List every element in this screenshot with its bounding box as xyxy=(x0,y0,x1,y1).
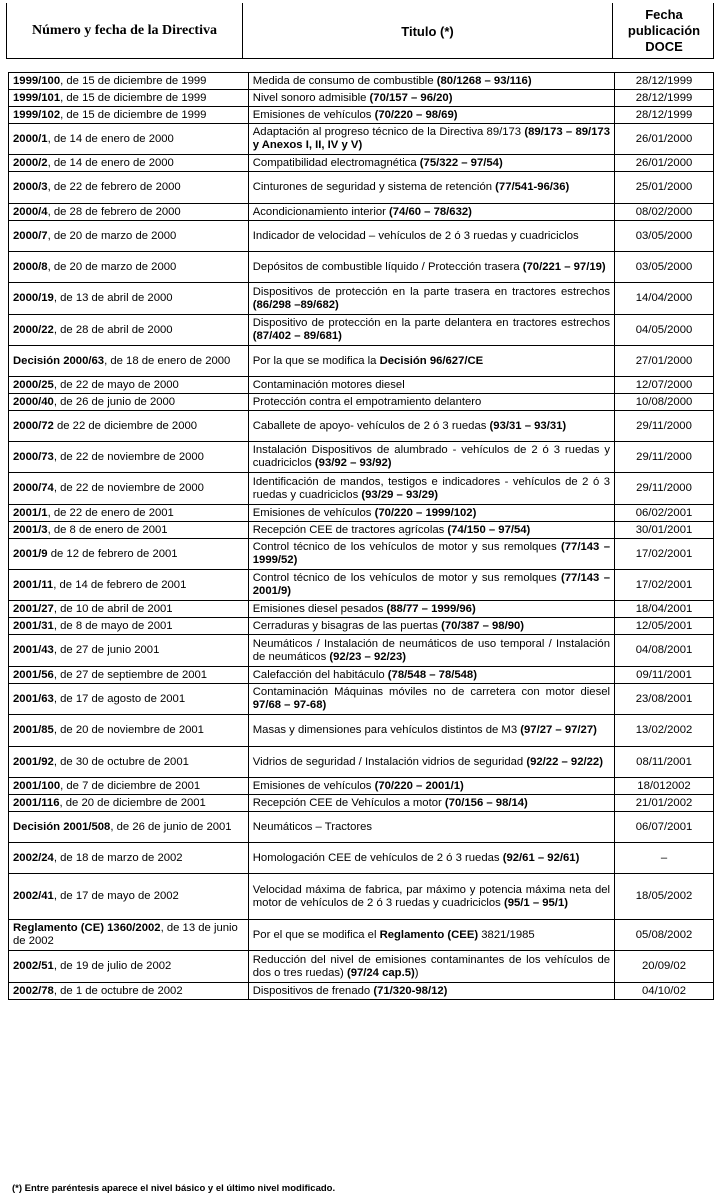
directive-number: 2002/51 xyxy=(13,960,54,972)
title-levels: (75/322 – 97/54) xyxy=(419,156,503,169)
header-directive-number: Número y fecha de la Directiva xyxy=(7,3,243,59)
directive-number-cell xyxy=(9,795,249,812)
title-text: Protección contra el empotramiento delantero xyxy=(252,395,482,408)
directive-number: 2000/19 xyxy=(13,292,54,304)
directive-number-cell xyxy=(9,107,249,124)
directive-date: , de 19 de julio de 2002 xyxy=(53,960,172,972)
title-levels: (70/156 – 98/14) xyxy=(444,796,528,809)
directive-number: 2000/40 xyxy=(13,395,54,408)
directive-number-cell xyxy=(9,843,249,874)
title-levels: (80/1268 – 93/116) xyxy=(436,74,532,87)
title-cell xyxy=(248,874,614,920)
header-publication-date: Fecha publicación DOCE xyxy=(627,7,701,54)
title-cell xyxy=(248,172,614,204)
directive-number-cell xyxy=(9,667,249,684)
title-cell xyxy=(248,221,614,252)
directive-number-cell xyxy=(9,442,249,473)
title-cell xyxy=(248,618,614,635)
publication-date: 03/05/2000 xyxy=(615,221,714,252)
directive-date: , de 20 de marzo de 2000 xyxy=(47,260,177,273)
title-text: Adaptación al progreso técnico de la Directiva 89/173 xyxy=(252,126,525,138)
directive-number-cell xyxy=(9,283,249,315)
title-levels: 97/68 – 97-68) xyxy=(252,699,327,711)
title-cell xyxy=(248,442,614,473)
title-cell xyxy=(248,570,614,601)
title-cell xyxy=(248,601,614,618)
directive-number: 2000/73 xyxy=(13,450,54,463)
table-row xyxy=(9,795,714,812)
title-text: Dispositivos de protección en la parte trasera en tractores estrechos xyxy=(252,285,611,298)
title-text: Dispositivo de protección en la parte delantera en tractores estrechos xyxy=(252,317,611,329)
directive-number: 2001/31 xyxy=(13,619,54,632)
title-cell xyxy=(248,411,614,442)
table-row xyxy=(9,874,714,920)
title-text: Cinturones de seguridad y sistema de retención xyxy=(252,181,496,193)
table-row xyxy=(9,90,714,107)
publication-date: 06/02/2001 xyxy=(615,505,714,522)
title-cell xyxy=(248,283,614,315)
title-text: Masas y dimensiones para vehículos distintos de M3 xyxy=(252,724,521,736)
directive-number: 2001/27 xyxy=(13,602,54,615)
title-cell xyxy=(248,684,614,715)
directive-date: , de 18 de enero de 2000 xyxy=(104,354,231,367)
title-levels: Reglamento (CEE) xyxy=(379,928,479,941)
publication-date: 26/01/2000 xyxy=(615,155,714,172)
directive-number-cell xyxy=(9,155,249,172)
publication-date: 29/11/2000 xyxy=(615,411,714,442)
directive-date: , de 22 de noviembre de 2000 xyxy=(53,482,204,494)
title-text: Control técnico de los vehículos de motor y sus remolques xyxy=(252,572,562,584)
publication-date: 04/08/2001 xyxy=(615,635,714,667)
directive-number-cell xyxy=(9,920,249,951)
title-cell xyxy=(248,715,614,747)
publication-date: 29/11/2000 xyxy=(615,473,714,505)
title-levels: (70/220 – 2001/1) xyxy=(374,779,464,792)
title-levels: (71/320-98/12) xyxy=(373,984,448,997)
title-text: Caballete de apoyo- vehículos de 2 ó 3 ruedas xyxy=(252,419,490,432)
directive-date: , de 7 de diciembre de 2001 xyxy=(60,779,201,792)
directive-number: 1999/101 xyxy=(13,91,61,104)
directive-number-cell xyxy=(9,874,249,920)
publication-date: 08/11/2001 xyxy=(615,747,714,778)
title-cell xyxy=(248,951,614,983)
title-levels: (78/548 – 78/548) xyxy=(387,668,477,681)
title-text: Indicador de velocidad – vehículos de 2 ó 3 ruedas y cuadriciclos xyxy=(252,229,579,242)
title-levels: (92/61 – 92/61) xyxy=(502,851,580,864)
table-row xyxy=(9,983,714,1000)
directive-number-cell xyxy=(9,684,249,715)
title-text: Contaminación motores diesel xyxy=(252,378,405,391)
title-levels: (92/22 – 92/22) xyxy=(526,755,603,768)
directive-date: , de 22 de mayo de 2000 xyxy=(53,378,179,391)
title-text: Recepción CEE de Vehículos a motor xyxy=(252,796,445,809)
title-levels: (89/173 – 89/173 y Anexos I, II, IV y V) xyxy=(252,126,611,151)
directive-number: 2000/22 xyxy=(13,323,54,336)
directive-date: , de 30 de octubre de 2001 xyxy=(53,755,189,768)
publication-date: 28/12/1999 xyxy=(615,90,714,107)
title-levels: (97/27 – 97/27) xyxy=(520,724,597,736)
title-cell xyxy=(248,747,614,778)
title-text: Calefacción del habitáculo xyxy=(252,668,388,681)
directive-number: 2000/1 xyxy=(13,132,48,145)
directive-number-cell xyxy=(9,411,249,442)
publication-date: 29/11/2000 xyxy=(615,442,714,473)
directive-number: 2002/78 xyxy=(13,984,54,997)
directive-date: de 12 de febrero de 2001 xyxy=(47,547,178,560)
directive-number: 2001/3 xyxy=(13,523,48,536)
table-row xyxy=(9,346,714,377)
table-row xyxy=(9,505,714,522)
directive-number: 2001/11 xyxy=(13,578,54,591)
directive-date: , de 28 de abril de 2000 xyxy=(53,323,173,336)
title-cell xyxy=(248,90,614,107)
directive-date: , de 17 de mayo de 2002 xyxy=(53,890,179,902)
title-levels: (70/221 – 97/19) xyxy=(522,260,606,273)
publication-date: 27/01/2000 xyxy=(615,346,714,377)
table-row xyxy=(9,252,714,283)
title-cell xyxy=(248,812,614,843)
directive-date: , de 14 de febrero de 2001 xyxy=(53,578,187,591)
directive-number: 2002/41 xyxy=(13,890,54,902)
table-row xyxy=(9,920,714,951)
title-text: Emisiones de vehículos xyxy=(252,506,375,519)
directive-date: , de 14 de enero de 2000 xyxy=(47,132,174,145)
publication-date: 05/08/2002 xyxy=(615,920,714,951)
title-suffix: ) xyxy=(414,966,419,979)
directive-number: 2000/72 xyxy=(13,419,54,432)
directive-number: 1999/102 xyxy=(13,108,61,121)
title-text: Neumáticos – Tractores xyxy=(252,820,373,833)
directive-date: , de 15 de diciembre de 1999 xyxy=(60,91,207,104)
title-cell xyxy=(248,505,614,522)
publication-date: 06/07/2001 xyxy=(615,812,714,843)
directive-number: 1999/100 xyxy=(13,74,61,87)
title-cell xyxy=(248,377,614,394)
title-levels: (97/24 cap.5) xyxy=(346,966,415,979)
table-row xyxy=(9,635,714,667)
title-text: Control técnico de los vehículos de motor y sus remolques xyxy=(252,541,562,553)
directive-number-cell xyxy=(9,346,249,377)
directive-date: , de 8 de enero de 2001 xyxy=(47,523,168,536)
table-row xyxy=(9,618,714,635)
publication-date: 17/02/2001 xyxy=(615,539,714,570)
publication-date: 21/01/2002 xyxy=(615,795,714,812)
directive-date: , de 1 de octubre de 2002 xyxy=(53,984,183,997)
publication-date: 12/05/2001 xyxy=(615,618,714,635)
publication-date: 18/012002 xyxy=(615,778,714,795)
title-text: Emisiones de vehículos xyxy=(252,779,375,792)
table-header xyxy=(6,3,714,59)
directive-date: , de 18 de marzo de 2002 xyxy=(53,851,183,864)
title-text: Acondicionamiento interior xyxy=(252,205,390,218)
directive-number: 2000/8 xyxy=(13,260,48,273)
publication-date: 13/02/2002 xyxy=(615,715,714,747)
directive-number: 2001/100 xyxy=(13,779,61,792)
directive-number-cell xyxy=(9,522,249,539)
directive-date: , de 14 de enero de 2000 xyxy=(47,156,174,169)
publication-date: 04/05/2000 xyxy=(615,315,714,346)
table-row xyxy=(9,747,714,778)
table-row xyxy=(9,843,714,874)
directive-date: , de 10 de abril de 2001 xyxy=(53,602,173,615)
table-row xyxy=(9,204,714,221)
title-cell xyxy=(248,473,614,505)
directive-number-cell xyxy=(9,90,249,107)
publication-date: 10/08/2000 xyxy=(615,394,714,411)
title-levels: (74/150 – 97/54) xyxy=(447,523,531,536)
title-text: Recepción CEE de tractores agrícolas xyxy=(252,523,448,536)
directive-number-cell xyxy=(9,983,249,1000)
directive-date: , de 20 de noviembre de 2001 xyxy=(53,724,204,736)
directive-number: 2000/7 xyxy=(13,229,48,242)
directive-date: , de 17 de agosto de 2001 xyxy=(53,692,186,705)
title-levels: (87/402 – 89/681) xyxy=(252,330,342,342)
title-cell xyxy=(248,843,614,874)
directive-number-cell xyxy=(9,73,249,90)
directive-number-cell xyxy=(9,601,249,618)
title-text: Medida de consumo de combustible xyxy=(252,74,437,87)
directive-number-cell xyxy=(9,635,249,667)
publication-date: 14/04/2000 xyxy=(615,283,714,315)
table-row xyxy=(9,570,714,601)
title-levels: (77/541-96/36) xyxy=(495,181,570,193)
directive-number-cell xyxy=(9,377,249,394)
table-row xyxy=(9,221,714,252)
title-text: Neumáticos / Instalación de neumáticos de uso temporal / Instalación de neumáticos xyxy=(252,637,611,663)
table-row xyxy=(9,283,714,315)
directive-number: 2000/25 xyxy=(13,378,54,391)
directive-number: 2001/1 xyxy=(13,506,48,519)
title-text: Identificación de mandos, testigos e indicadores - vehículos de 2 ó 3 ruedas y cuadriciclos xyxy=(252,475,611,501)
title-levels: (74/60 – 78/632) xyxy=(389,205,472,218)
publication-date: 03/05/2000 xyxy=(615,252,714,283)
title-levels: (92/23 – 92/23) xyxy=(329,650,406,663)
table-row xyxy=(9,377,714,394)
publication-date: 26/01/2000 xyxy=(615,124,714,155)
title-text: Dispositivos de frenado xyxy=(252,984,374,997)
directive-date: , de 28 de febrero de 2000 xyxy=(47,205,181,218)
directive-number-cell xyxy=(9,221,249,252)
table-row xyxy=(9,778,714,795)
directive-number: 2001/43 xyxy=(13,644,54,656)
directive-number-cell xyxy=(9,505,249,522)
publication-date: 08/02/2000 xyxy=(615,204,714,221)
directive-date: , de 27 de septiembre de 2001 xyxy=(53,668,208,681)
publication-date: 25/01/2000 xyxy=(615,172,714,204)
table-row xyxy=(9,124,714,155)
title-text: Compatibilidad electromagnética xyxy=(252,156,420,169)
directive-date: , de 13 de junio de 2002 xyxy=(13,922,238,947)
directive-date: de 22 de diciembre de 2000 xyxy=(53,419,198,432)
directive-number-cell xyxy=(9,172,249,204)
title-text: Vidrios de seguridad / Instalación vidrios de seguridad xyxy=(252,755,527,768)
table-row xyxy=(9,394,714,411)
title-levels: (86/298 –89/682) xyxy=(252,298,339,311)
title-levels: (93/31 – 93/31) xyxy=(489,419,567,432)
title-levels: (70/157 – 96/20) xyxy=(369,91,453,104)
directive-number: 2001/85 xyxy=(13,724,54,736)
publication-date: – xyxy=(615,843,714,874)
table-row xyxy=(9,73,714,90)
table-row xyxy=(9,715,714,747)
directive-number: Reglamento (CE) 1360/2002 xyxy=(13,922,161,934)
table-row xyxy=(9,522,714,539)
directive-number-cell xyxy=(9,812,249,843)
title-cell xyxy=(248,346,614,377)
publication-date: 30/01/2001 xyxy=(615,522,714,539)
title-levels: (93/92 – 93/92) xyxy=(314,457,392,469)
directives-table xyxy=(8,72,714,1000)
title-suffix: 3821/1985 xyxy=(478,928,535,941)
title-cell xyxy=(248,795,614,812)
title-cell xyxy=(248,73,614,90)
publication-date: 17/02/2001 xyxy=(615,570,714,601)
directive-number: 2000/3 xyxy=(13,181,48,193)
title-text: Por la que se modifica la xyxy=(252,354,380,367)
title-levels: (70/220 – 98/69) xyxy=(374,108,458,121)
directive-number-cell xyxy=(9,473,249,505)
directive-date: , de 26 de junio de 2000 xyxy=(53,395,176,408)
table-row xyxy=(9,473,714,505)
directive-number: 2001/92 xyxy=(13,755,54,768)
table-row xyxy=(9,155,714,172)
directive-date: , de 8 de mayo de 2001 xyxy=(53,619,173,632)
table-row xyxy=(9,107,714,124)
table-row xyxy=(9,539,714,570)
title-text: Cerraduras y bisagras de las puertas xyxy=(252,619,442,632)
table-row xyxy=(9,812,714,843)
title-levels: (88/77 – 1999/96) xyxy=(386,602,476,615)
directive-number-cell xyxy=(9,315,249,346)
title-text: Contaminación Máquinas móviles no de carretera con motor diesel xyxy=(252,686,611,698)
title-text: Instalación Dispositivos de alumbrado - vehículos de 2 ó 3 ruedas y cuadriciclos xyxy=(252,444,611,469)
directive-number-cell xyxy=(9,204,249,221)
table-row xyxy=(9,315,714,346)
directive-number: 2001/116 xyxy=(13,796,60,809)
title-cell xyxy=(248,635,614,667)
title-cell xyxy=(248,983,614,1000)
directive-date: , de 26 de junio de 2001 xyxy=(110,820,232,833)
directive-number-cell xyxy=(9,951,249,983)
title-cell xyxy=(248,252,614,283)
header-title: Titulo (*) xyxy=(243,3,613,59)
publication-date: 18/05/2002 xyxy=(615,874,714,920)
publication-date: 12/07/2000 xyxy=(615,377,714,394)
directive-date: , de 22 de enero de 2001 xyxy=(47,506,174,519)
directive-number-cell xyxy=(9,747,249,778)
directive-date: , de 20 de diciembre de 2001 xyxy=(59,796,206,809)
directive-date: , de 13 de abril de 2000 xyxy=(53,292,173,304)
publication-date: 04/10/02 xyxy=(615,983,714,1000)
directive-number-cell xyxy=(9,539,249,570)
publication-date: 28/12/1999 xyxy=(615,73,714,90)
table-row xyxy=(9,411,714,442)
title-cell xyxy=(248,920,614,951)
publication-date: 20/09/02 xyxy=(615,951,714,983)
table-row xyxy=(9,951,714,983)
directive-number: Decisión 2000/63 xyxy=(13,354,105,367)
publication-date: 28/12/1999 xyxy=(615,107,714,124)
title-cell xyxy=(248,315,614,346)
table-row xyxy=(9,667,714,684)
title-cell xyxy=(248,107,614,124)
publication-date: 09/11/2001 xyxy=(615,667,714,684)
directive-date: , de 22 de febrero de 2000 xyxy=(47,181,181,193)
directive-number-cell xyxy=(9,778,249,795)
title-levels: (93/29 – 93/29) xyxy=(361,488,438,501)
directive-date: , de 27 de junio 2001 xyxy=(53,644,160,656)
title-levels: (77/143 – 2001/9) xyxy=(252,572,611,597)
directive-number-cell xyxy=(9,618,249,635)
title-levels: (70/220 – 1999/102) xyxy=(374,506,477,519)
title-text: Homologación CEE de vehículos de 2 ó 3 ruedas xyxy=(252,851,503,864)
directive-number: 2002/24 xyxy=(13,851,54,864)
title-cell xyxy=(248,778,614,795)
title-text: Nivel sonoro admisible xyxy=(252,91,370,104)
title-text: Reducción del nivel de emisiones contaminantes de los vehículos de dos o tres ruedas) xyxy=(252,953,611,979)
directive-date: , de 15 de diciembre de 1999 xyxy=(60,74,207,87)
table-row xyxy=(9,172,714,204)
title-cell xyxy=(248,394,614,411)
table-row xyxy=(9,601,714,618)
title-levels: Decisión 96/627/CE xyxy=(379,354,484,367)
title-text: Emisiones de vehículos xyxy=(252,108,375,121)
directive-number: Decisión 2001/508 xyxy=(13,820,111,833)
title-levels: (70/387 – 98/90) xyxy=(441,619,525,632)
directive-number-cell xyxy=(9,252,249,283)
title-text: Por el que se modifica el xyxy=(252,928,380,941)
directive-number: 2001/56 xyxy=(13,668,54,681)
directive-date: , de 15 de diciembre de 1999 xyxy=(60,108,207,121)
title-cell xyxy=(248,667,614,684)
directive-number-cell xyxy=(9,394,249,411)
publication-date: 23/08/2001 xyxy=(615,684,714,715)
directive-number: 2001/9 xyxy=(13,547,48,560)
title-cell xyxy=(248,539,614,570)
table-row xyxy=(9,684,714,715)
title-cell xyxy=(248,124,614,155)
title-cell xyxy=(248,155,614,172)
directive-number-cell xyxy=(9,570,249,601)
directive-number: 2000/4 xyxy=(13,205,48,218)
title-levels: (95/1 – 95/1) xyxy=(503,896,568,909)
table-row xyxy=(9,442,714,473)
directive-number: 2001/63 xyxy=(13,692,54,705)
directive-date: , de 22 de noviembre de 2000 xyxy=(53,450,204,463)
footnote: (*) Entre paréntesis aparece el nivel básico y el último nivel modificado. xyxy=(12,1183,336,1194)
title-text: Velocidad máxima de fabrica, par máximo y potencia máxima neta del motor de vehículos de 2 ó 3 ruedas y cuadriciclos xyxy=(252,883,611,909)
title-text: Emisiones diesel pesados xyxy=(252,602,387,615)
directive-number-cell xyxy=(9,124,249,155)
directive-number: 2000/74 xyxy=(13,482,54,494)
directive-date: , de 20 de marzo de 2000 xyxy=(47,229,177,242)
publication-date: 18/04/2001 xyxy=(615,601,714,618)
directive-number: 2000/2 xyxy=(13,156,48,169)
title-cell xyxy=(248,204,614,221)
title-cell xyxy=(248,522,614,539)
title-text: Depósitos de combustible líquido / Protección trasera xyxy=(252,260,523,273)
title-levels: (77/143 – 1999/52) xyxy=(252,541,611,566)
directive-number-cell xyxy=(9,715,249,747)
